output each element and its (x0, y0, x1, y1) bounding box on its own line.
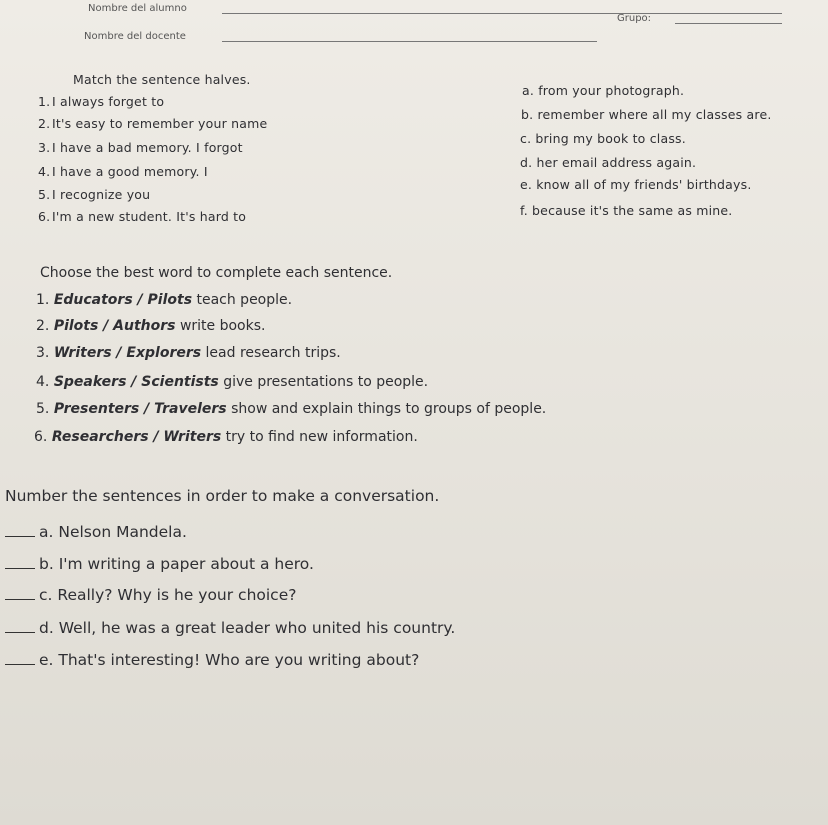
conversation-line (5, 651, 419, 669)
choice-sentence (34, 429, 418, 445)
item-number: 3. (38, 140, 51, 155)
item-text: I always forget to (52, 94, 165, 109)
item-number: 4. (36, 374, 50, 390)
order-blank[interactable] (5, 632, 35, 633)
match-right-item: d. her email address again. (520, 155, 697, 170)
choice-sentence (36, 318, 265, 334)
item-number: 5. (36, 401, 50, 417)
word-options[interactable]: Pilots / Authors (53, 318, 176, 334)
sentence-rest: show and explain things to groups of people. (231, 401, 547, 417)
word-options[interactable]: Researchers / Writers (51, 429, 222, 445)
section2-instruction: Choose the best word to complete each sentence. (40, 265, 393, 281)
word-options[interactable]: Educators / Pilots (53, 292, 193, 308)
item-number: 2. (38, 116, 51, 131)
match-right-item: b. remember where all my classes are. (521, 107, 772, 122)
section3-instruction: Number the sentences in order to make a conversation. (5, 487, 440, 505)
match-left-item (38, 116, 267, 131)
sentence-rest: try to find new information. (225, 429, 418, 445)
item-text: I'm a new student. It's hard to (52, 209, 247, 224)
match-right-item: e. know all of my friends' birthdays. (520, 177, 752, 192)
choice-sentence (36, 374, 428, 390)
item-number: 6. (34, 429, 48, 445)
order-blank[interactable] (5, 664, 35, 665)
order-blank[interactable] (5, 536, 35, 537)
match-right-item: f. because it's the same as mine. (520, 203, 733, 218)
teacher-name-line[interactable] (222, 41, 597, 42)
match-right-item: c. bring my book to class. (520, 131, 686, 146)
student-name-label: Nombre del alumno (88, 3, 187, 14)
conversation-line (5, 523, 187, 541)
item-number: 1. (36, 292, 50, 308)
conversation-line (5, 555, 314, 573)
conversation-line (5, 586, 296, 604)
conversation-text: c. Really? Why is he your choice? (39, 586, 297, 604)
match-left-item (38, 209, 246, 224)
match-right-item: a. from your photograph. (522, 83, 685, 98)
teacher-name-label: Nombre del docente (84, 31, 186, 42)
item-text: I recognize you (52, 187, 151, 202)
conversation-text: b. I'm writing a paper about a hero. (39, 555, 314, 573)
sentence-rest: lead research trips. (205, 345, 341, 361)
item-number: 2. (36, 318, 50, 334)
item-number: 4. (38, 164, 51, 179)
section1-instruction: Match the sentence halves. (73, 72, 251, 87)
match-left-item (38, 164, 208, 179)
match-left-item (38, 187, 150, 202)
conversation-text: d. Well, he was a great leader who united his country. (39, 619, 456, 637)
order-blank[interactable] (5, 599, 35, 600)
item-number: 3. (36, 345, 50, 361)
order-blank[interactable] (5, 568, 35, 569)
item-text: I have a good memory. I (52, 164, 208, 179)
item-number: 5. (38, 187, 51, 202)
item-number: 1. (38, 94, 51, 109)
word-options[interactable]: Speakers / Scientists (53, 374, 219, 390)
choice-sentence (36, 401, 546, 417)
word-options[interactable]: Writers / Explorers (53, 345, 202, 361)
sentence-rest: give presentations to people. (223, 374, 429, 390)
choice-sentence (36, 345, 341, 361)
item-number: 6. (38, 209, 51, 224)
item-text: It's easy to remember your name (52, 116, 268, 131)
sentence-rest: teach people. (196, 292, 293, 308)
item-text: I have a bad memory. I forgot (52, 140, 243, 155)
group-label: Grupo: (617, 13, 652, 24)
match-left-item (38, 94, 164, 109)
group-line[interactable] (675, 23, 782, 24)
conversation-text: a. Nelson Mandela. (39, 523, 187, 541)
conversation-line (5, 619, 455, 637)
student-name-line[interactable] (222, 13, 782, 14)
sentence-rest: write books. (179, 318, 266, 334)
conversation-text: e. That's interesting! Who are you writing about? (39, 651, 420, 669)
word-options[interactable]: Presenters / Travelers (53, 401, 227, 417)
match-left-item (38, 140, 243, 155)
choice-sentence (36, 292, 292, 308)
